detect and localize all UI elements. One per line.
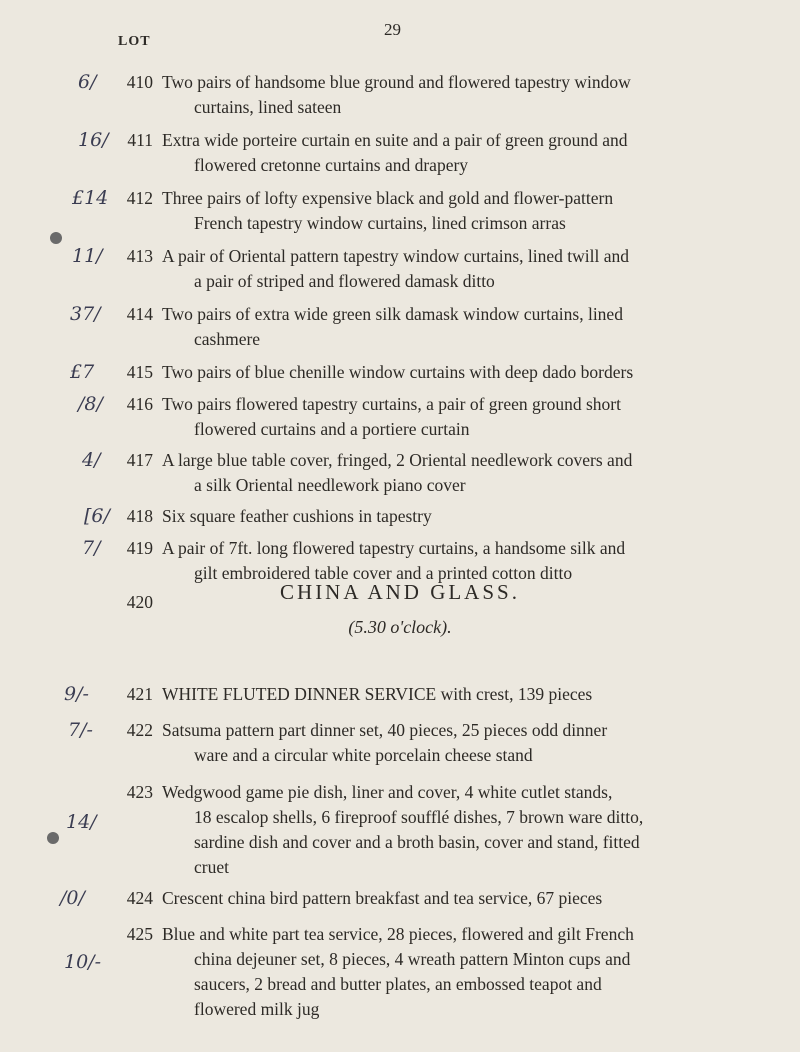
lot-number: 423 bbox=[126, 782, 153, 802]
handwritten-price: 7/- bbox=[68, 719, 93, 741]
description-line: flowered curtains and a portiere curtain bbox=[194, 419, 470, 439]
description-line: French tapestry window curtains, lined crimson arras bbox=[194, 213, 566, 233]
handwritten-price: 9/- bbox=[64, 683, 89, 705]
handwritten-price: 10/- bbox=[64, 951, 101, 973]
handwritten-price: 14/ bbox=[66, 811, 97, 833]
handwritten-price: /0/ bbox=[60, 887, 85, 909]
lot-number: 420 bbox=[126, 592, 153, 612]
handwritten-price: 16/ bbox=[78, 129, 109, 151]
lot-description bbox=[162, 244, 790, 294]
handwritten-price: £14 bbox=[72, 187, 109, 209]
lot-number: 410 bbox=[126, 72, 153, 92]
lot-description bbox=[162, 922, 790, 1022]
description-line: Extra wide porteire curtain en suite and a pair of green ground and bbox=[162, 130, 628, 150]
description-line: gilt embroidered table cover and a printed cotton ditto bbox=[194, 563, 573, 583]
description-line: china dejeuner set, 8 pieces, 4 wreath pattern Minton cups and bbox=[194, 949, 631, 969]
lot-number: 425 bbox=[126, 924, 153, 944]
description-line: Three pairs of lofty expensive black and gold and flower-pattern bbox=[162, 188, 614, 208]
lot-description bbox=[162, 780, 790, 880]
lot-description bbox=[162, 718, 790, 768]
description-line: Satsuma pattern part dinner set, 40 pieces, 25 pieces odd dinner bbox=[162, 720, 608, 740]
description-line: 18 escalop shells, 6 fireproof soufflé dishes, 7 brown ware ditto, bbox=[194, 807, 644, 827]
description-line: cashmere bbox=[194, 329, 261, 349]
lot-description bbox=[162, 392, 790, 442]
description-line: Six square feather cushions in tapestry bbox=[162, 506, 432, 526]
description-line: curtains, lined sateen bbox=[194, 97, 342, 117]
description-line: flowered milk jug bbox=[194, 999, 320, 1019]
description-line: Two pairs of blue chenille window curtains with deep dado borders bbox=[162, 362, 634, 382]
punch-hole bbox=[50, 232, 62, 244]
handwritten-price: 7/ bbox=[82, 537, 101, 559]
lot-description bbox=[162, 70, 790, 120]
description-line: a pair of striped and flowered damask ditto bbox=[194, 271, 495, 291]
lot-description bbox=[162, 302, 790, 352]
lot-number: 412 bbox=[126, 188, 153, 208]
handwritten-price: £7 bbox=[70, 361, 95, 383]
lot-number: 421 bbox=[126, 684, 153, 704]
description-line: Two pairs of extra wide green silk damask window curtains, lined bbox=[162, 304, 623, 324]
lot-number: 418 bbox=[126, 506, 153, 526]
handwritten-price: 37/ bbox=[70, 303, 101, 325]
punch-hole bbox=[47, 832, 59, 844]
handwritten-price: 6/ bbox=[78, 71, 97, 93]
lot-number: 419 bbox=[126, 538, 153, 558]
lot-description bbox=[162, 682, 790, 707]
description-line: Two pairs of handsome blue ground and flowered tapestry window bbox=[162, 72, 631, 92]
description-line: sardine dish and cover and a broth basin, cover and stand, fitted bbox=[194, 832, 640, 852]
description-line: a silk Oriental needlework piano cover bbox=[194, 475, 466, 495]
lot-column-header: LOT bbox=[118, 34, 151, 49]
lot-description bbox=[162, 448, 790, 498]
lot-description bbox=[162, 504, 790, 529]
lot-number: 411 bbox=[127, 130, 153, 150]
description-line: A large blue table cover, fringed, 2 Oriental needlework covers and bbox=[162, 450, 633, 470]
lot-description bbox=[162, 886, 790, 911]
description-line: flowered cretonne curtains and drapery bbox=[194, 155, 469, 175]
section-title: CHINA AND GLASS. bbox=[280, 580, 520, 604]
lot-number: 413 bbox=[126, 246, 153, 266]
handwritten-price: 4/ bbox=[82, 449, 101, 471]
lot-description bbox=[162, 536, 790, 586]
description-line: saucers, 2 bread and butter plates, an embossed teapot and bbox=[194, 974, 602, 994]
description-line: Wedgwood game pie dish, liner and cover, 4 white cutlet stands, bbox=[162, 782, 613, 802]
description-line: Blue and white part tea service, 28 pieces, flowered and gilt French bbox=[162, 924, 634, 944]
page-number: 29 bbox=[384, 20, 401, 39]
lot-number: 416 bbox=[126, 394, 153, 414]
description-line: Crescent china bird pattern breakfast and tea service, 67 pieces bbox=[162, 888, 603, 908]
lot-description bbox=[162, 360, 790, 385]
lot-number: 414 bbox=[126, 304, 153, 324]
section-subtitle: (5.30 o'clock). bbox=[348, 617, 452, 637]
lot-number: 415 bbox=[126, 362, 153, 382]
handwritten-price: /8/ bbox=[78, 393, 103, 415]
lot-description bbox=[162, 186, 790, 236]
lot-description bbox=[162, 128, 790, 178]
description-line: cruet bbox=[194, 857, 229, 877]
description-line: Two pairs flowered tapestry curtains, a pair of green ground short bbox=[162, 394, 621, 414]
description-line: ware and a circular white porcelain cheese stand bbox=[194, 745, 533, 765]
handwritten-price: 11/ bbox=[72, 245, 103, 267]
handwritten-price: [6/ bbox=[84, 505, 110, 527]
lot-number: 424 bbox=[126, 888, 153, 908]
description-line: A pair of 7ft. long flowered tapestry curtains, a handsome silk and bbox=[162, 538, 626, 558]
lot-number: 417 bbox=[126, 450, 153, 470]
description-line: WHITE FLUTED DINNER SERVICE with crest, 139 pieces bbox=[162, 684, 593, 704]
description-line: A pair of Oriental pattern tapestry window curtains, lined twill and bbox=[162, 246, 630, 266]
lot-number: 422 bbox=[126, 720, 153, 740]
